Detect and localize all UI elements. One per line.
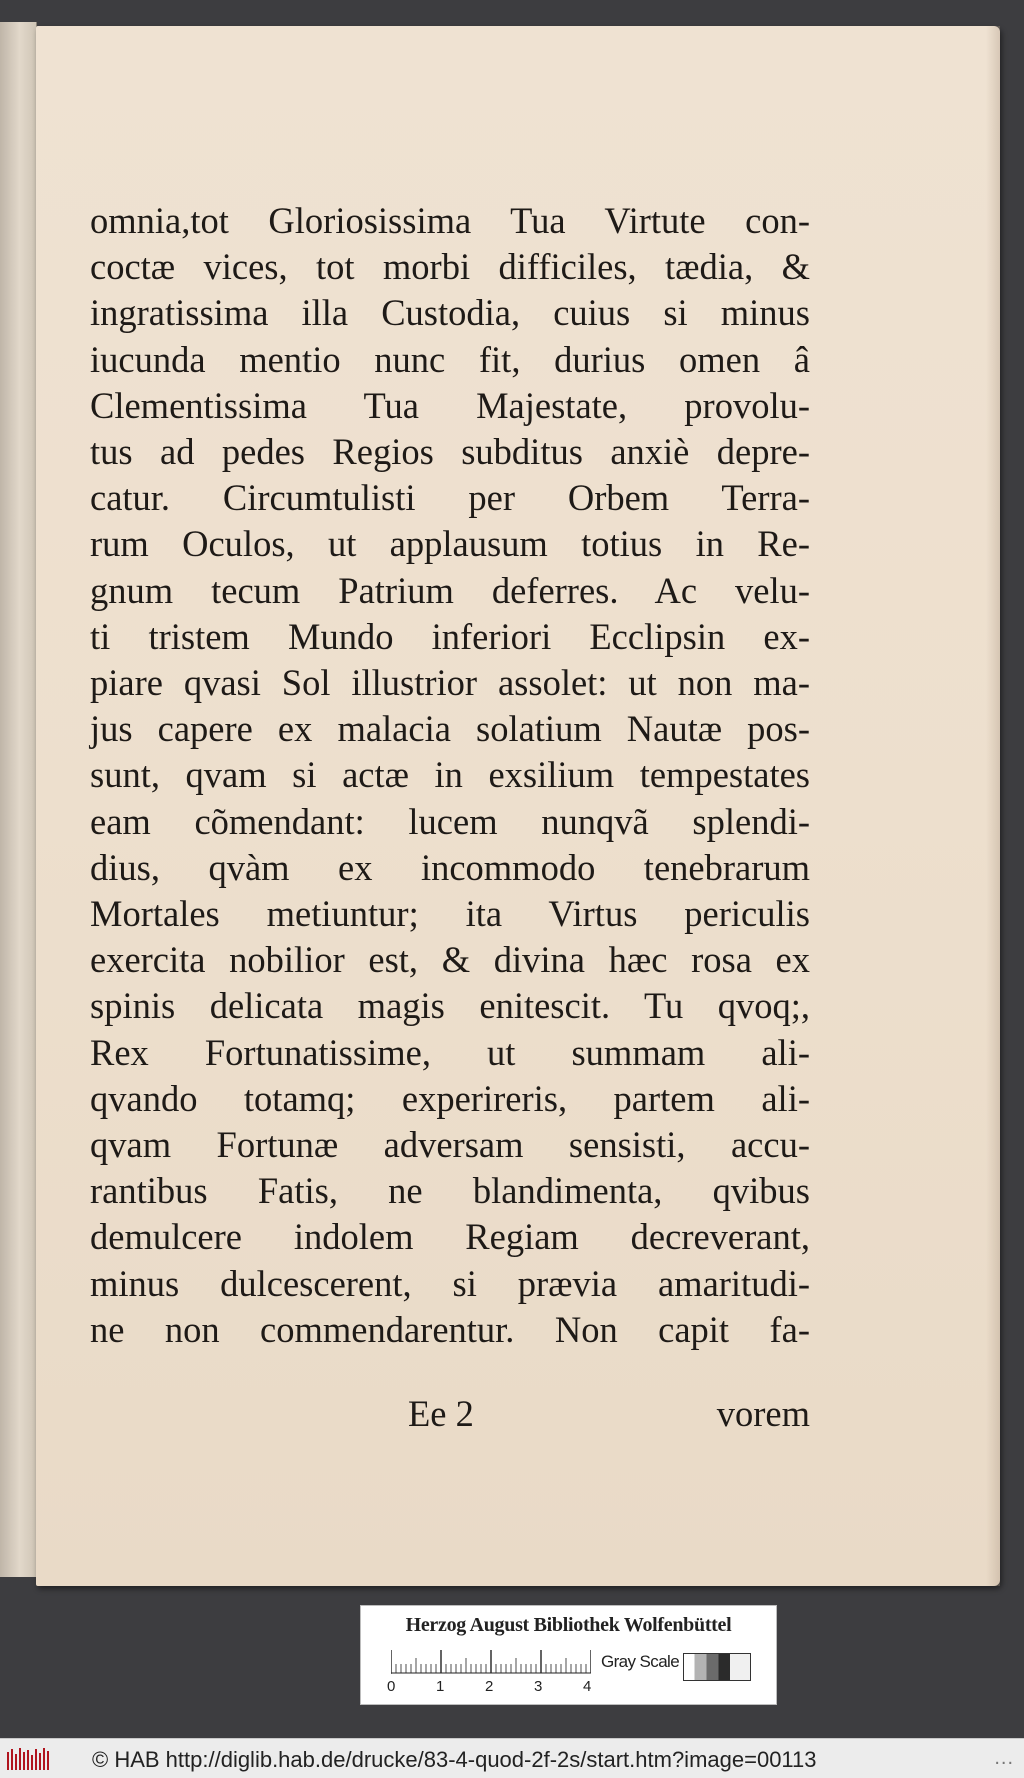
measurement-ruler — [391, 1650, 591, 1674]
text-line: ne non commendarentur. Non capit fa- — [90, 1308, 810, 1350]
text-line: Clementissima Tua Majestate, provolu- — [90, 384, 810, 426]
book-page — [36, 26, 1000, 1586]
page-catchline — [90, 1392, 810, 1438]
ruler-number: 2 — [485, 1678, 494, 1695]
signature-mark: Ee 2 — [408, 1393, 474, 1434]
left-page-edge — [0, 22, 37, 1577]
text-line: tus ad pedes Regios subditus anxiè depre- — [90, 431, 810, 473]
page-text — [90, 198, 810, 1353]
gray-scale-swatch — [683, 1653, 751, 1681]
gray-scale-label: Gray Scale — [601, 1652, 680, 1671]
text-line: ti tristem Mundo inferiori Ecclipsin ex- — [90, 615, 810, 657]
text-line: demulcere indolem Regiam decreverant, — [90, 1216, 810, 1258]
text-line: qvando totamq; experireris, partem ali- — [90, 1077, 810, 1119]
text-line: sunt, qvam si actæ in exsilium tempestates — [90, 754, 810, 796]
text-line: spinis delicata magis enitescit. Tu qvoq;, — [90, 985, 810, 1027]
text-line: exercita nobilior est, & divina hæc rosa ex — [90, 939, 810, 981]
text-line: rum Oculos, ut applausum totius in Re- — [90, 523, 810, 565]
text-line: minus dulcescerent, si prævia amaritudi- — [90, 1262, 810, 1304]
text-line: piare qvasi Sol illustrior assolet: ut non ma- — [90, 662, 810, 704]
text-line: qvam Fortunæ adversam sensisti, accu- — [90, 1124, 810, 1166]
text-line: eam cõmendant: lucem nunqvã splendi- — [90, 800, 810, 842]
ruler-number: 4 — [583, 1678, 592, 1695]
hab-logo-icon — [6, 1746, 50, 1772]
text-line: Mortales metiuntur; ita Virtus periculis — [90, 893, 810, 935]
ruler-number: 3 — [534, 1678, 543, 1695]
text-line: coctæ vices, tot morbi difficiles, tædia, & — [90, 246, 810, 288]
ruler-number: 1 — [436, 1678, 445, 1695]
text-line: catur. Circumtulisti per Orbem Terra- — [90, 477, 810, 519]
ruler-number: 0 — [387, 1678, 396, 1695]
text-line: ingratissima illa Custodia, cuius si minus — [90, 292, 810, 334]
text-line: jus capere ex malacia solatium Nautæ pos- — [90, 708, 810, 750]
text-line: iucunda mentio nunc fit, durius omen â — [90, 338, 810, 380]
more-menu-icon[interactable]: ... — [994, 1747, 1014, 1769]
copyright-url[interactable]: © HAB http://diglib.hab.de/drucke/83-4-quod-2f-2s/start.htm?image=00113 — [92, 1747, 817, 1772]
status-bar — [0, 1738, 1024, 1778]
text-line: dius, qvàm ex incommodo tenebrarum — [90, 846, 810, 888]
catchword: vorem — [716, 1393, 810, 1434]
text-line: rantibus Fatis, ne blandimenta, qvibus — [90, 1170, 810, 1212]
library-name: Herzog August Bibliothek Wolfenbüttel — [405, 1614, 732, 1636]
text-line: Rex Fortunatissime, ut summam ali- — [90, 1031, 810, 1073]
text-line: omnia,tot Gloriosissima Tua Virtute con- — [90, 200, 810, 241]
text-line: gnum tecum Patrium deferres. Ac velu- — [90, 569, 810, 611]
color-ruler-card — [360, 1605, 777, 1705]
